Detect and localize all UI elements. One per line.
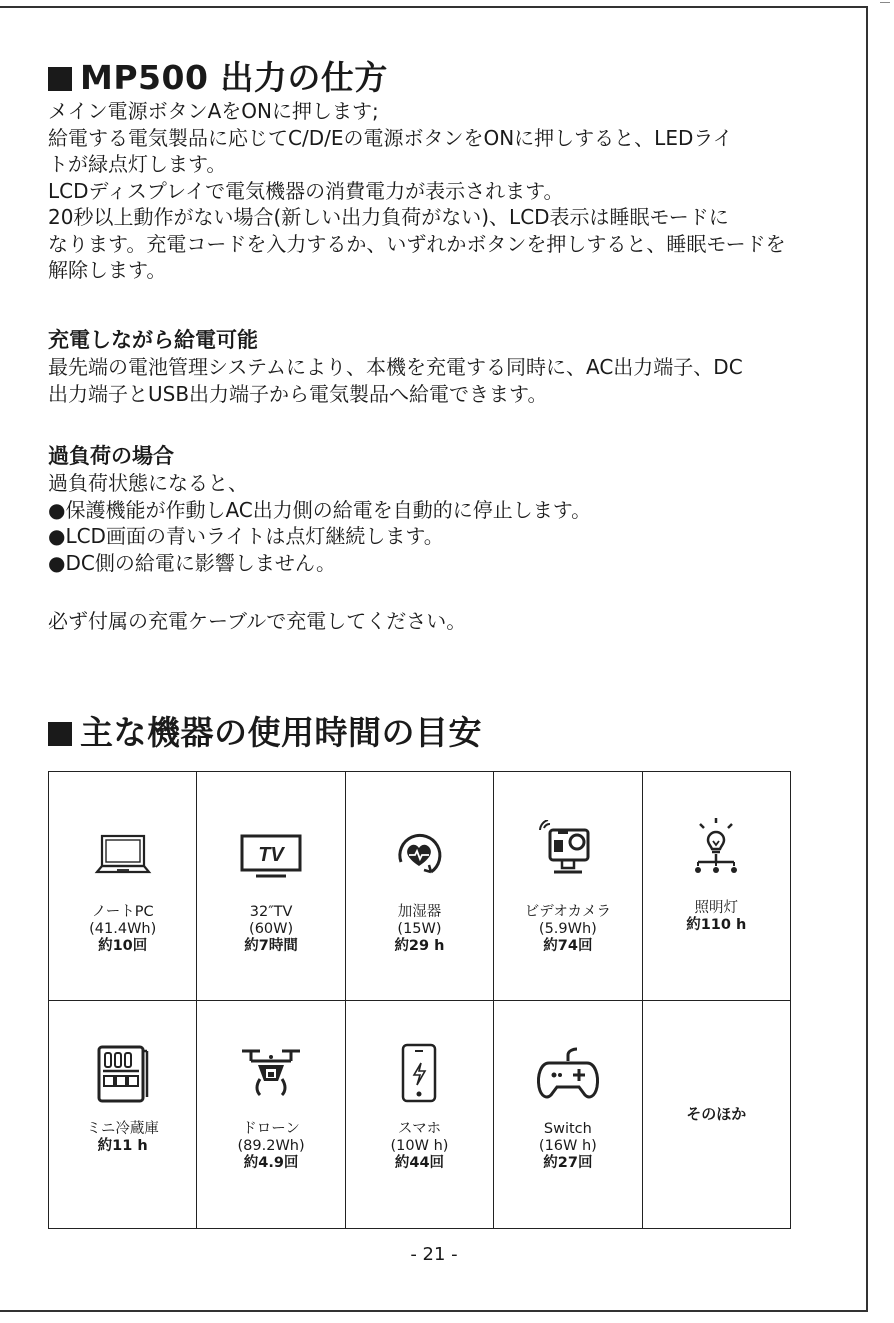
section-output: [48, 58, 786, 284]
device-time: 約44回: [394, 1154, 445, 1171]
device-name: 32″TV: [249, 904, 293, 920]
device-spec: (16W h): [538, 1137, 597, 1154]
para-line: 過負荷状態になると、: [48, 471, 248, 495]
device-usage-table: [48, 771, 791, 1229]
section-table-title-text: 主な機器の使用時間の目安: [80, 713, 482, 752]
page-number: - 21 -: [410, 1244, 458, 1265]
device-cell-light: [642, 772, 790, 1001]
tv-icon-text: TV: [258, 844, 284, 866]
laptop-icon: [49, 816, 196, 882]
para-line: トが緑点灯します。: [48, 152, 227, 176]
device-spec: (5.9Wh): [538, 921, 597, 937]
device-name: ミニ冷蔵庫: [86, 1120, 159, 1137]
para-line: ●保護機能が作動しAC出力側の給電を自動的に停止します。: [48, 497, 592, 522]
device-time: 約110 h: [686, 917, 747, 933]
drone-icon: [197, 1039, 344, 1105]
device-name: スマホ: [397, 1120, 442, 1137]
section-overload: [48, 442, 591, 576]
device-spec: (41.4Wh): [89, 921, 157, 937]
section-charge: [48, 326, 743, 407]
device-time: 約4.9回: [243, 1154, 299, 1171]
device-time: 約10回: [98, 938, 148, 954]
device-time: 約74回: [543, 938, 593, 954]
para-line: LCDディスプレイで電気機器の消費電力が表示されます。: [48, 178, 564, 203]
device-name: ノートPC: [91, 904, 154, 920]
charging-note: 必ず付属の充電ケーブルで充電してください。: [48, 609, 467, 633]
device-cell-smartphone: [345, 1000, 493, 1229]
device-cell-laptop: [49, 772, 197, 1001]
humidifier-icon: [346, 816, 493, 882]
device-time: 約11 h: [97, 1137, 148, 1154]
para-line: 最先端の電池管理システムにより、本機を充電する同時に、AC出力端子、DC: [48, 355, 743, 379]
device-time: 約29 h: [394, 938, 445, 954]
device-cell-other: [642, 1000, 790, 1229]
square-bullet-icon: [48, 722, 72, 746]
device-name: ドローン: [242, 1120, 300, 1137]
section-table: [48, 713, 482, 753]
device-spec: (15W): [397, 921, 442, 937]
mini-fridge-icon: [49, 1039, 196, 1105]
device-cell-tv: [197, 772, 345, 1001]
device-spec: (10W h): [390, 1137, 449, 1154]
device-cell-humidifier: [345, 772, 493, 1001]
device-spec: (89.2Wh): [237, 1137, 305, 1154]
section-table-title: [48, 713, 482, 753]
section-overload-title: 過負荷の場合: [48, 444, 174, 468]
light-bulb-icon: [643, 816, 790, 882]
table-row: [49, 772, 791, 1001]
para-line: 解除します。: [48, 258, 167, 282]
other-label: そのほか: [686, 1104, 747, 1123]
device-spec: (60W): [249, 921, 294, 937]
device-name: Switch: [543, 1120, 592, 1137]
para-line: 20秒以上動作がない場合(新しい出力負荷がない)、LCD表示は睡眠モードに: [48, 205, 729, 229]
para-line: 出力端子とUSB出力端子から電気製品へ給電できます。: [48, 381, 548, 406]
device-name: 加湿器: [397, 904, 442, 920]
section-charge-title: 充電しながら給電可能: [48, 328, 258, 352]
table-row: [49, 1000, 791, 1229]
device-time: 約7時間: [244, 938, 298, 954]
para-line: メイン電源ボタンAをONに押します;: [48, 99, 379, 123]
section-output-title: [48, 58, 786, 98]
device-cell-switch: [494, 1000, 642, 1229]
device-name: ビデオカメラ: [524, 904, 611, 920]
video-camera-icon: [494, 816, 641, 882]
device-cell-mini-fridge: [49, 1000, 197, 1229]
device-cell-video-camera: [494, 772, 642, 1001]
device-name: 照明灯: [694, 900, 739, 916]
device-time: 約27回: [543, 1154, 593, 1171]
tv-icon: [197, 816, 344, 882]
section-output-title-text: MP500 出力の仕方: [80, 58, 388, 97]
corner-mark: [880, 2, 890, 7]
device-cell-drone: [197, 1000, 345, 1229]
para-line: ●DC側の給電に影響しません。: [48, 550, 337, 575]
para-line: ●LCD画面の青いライトは点灯継続します。: [48, 524, 444, 548]
gamepad-icon: [494, 1039, 641, 1105]
para-line: なります。充電コードを入力するか、いずれかボタンを押しすると、睡眠モードを: [48, 231, 786, 256]
smartphone-icon: [346, 1039, 493, 1105]
para-line: 給電する電気製品に応じてC/D/Eの電源ボタンをONに押しすると、LEDライ: [48, 125, 733, 150]
square-bullet-icon: [48, 67, 72, 91]
